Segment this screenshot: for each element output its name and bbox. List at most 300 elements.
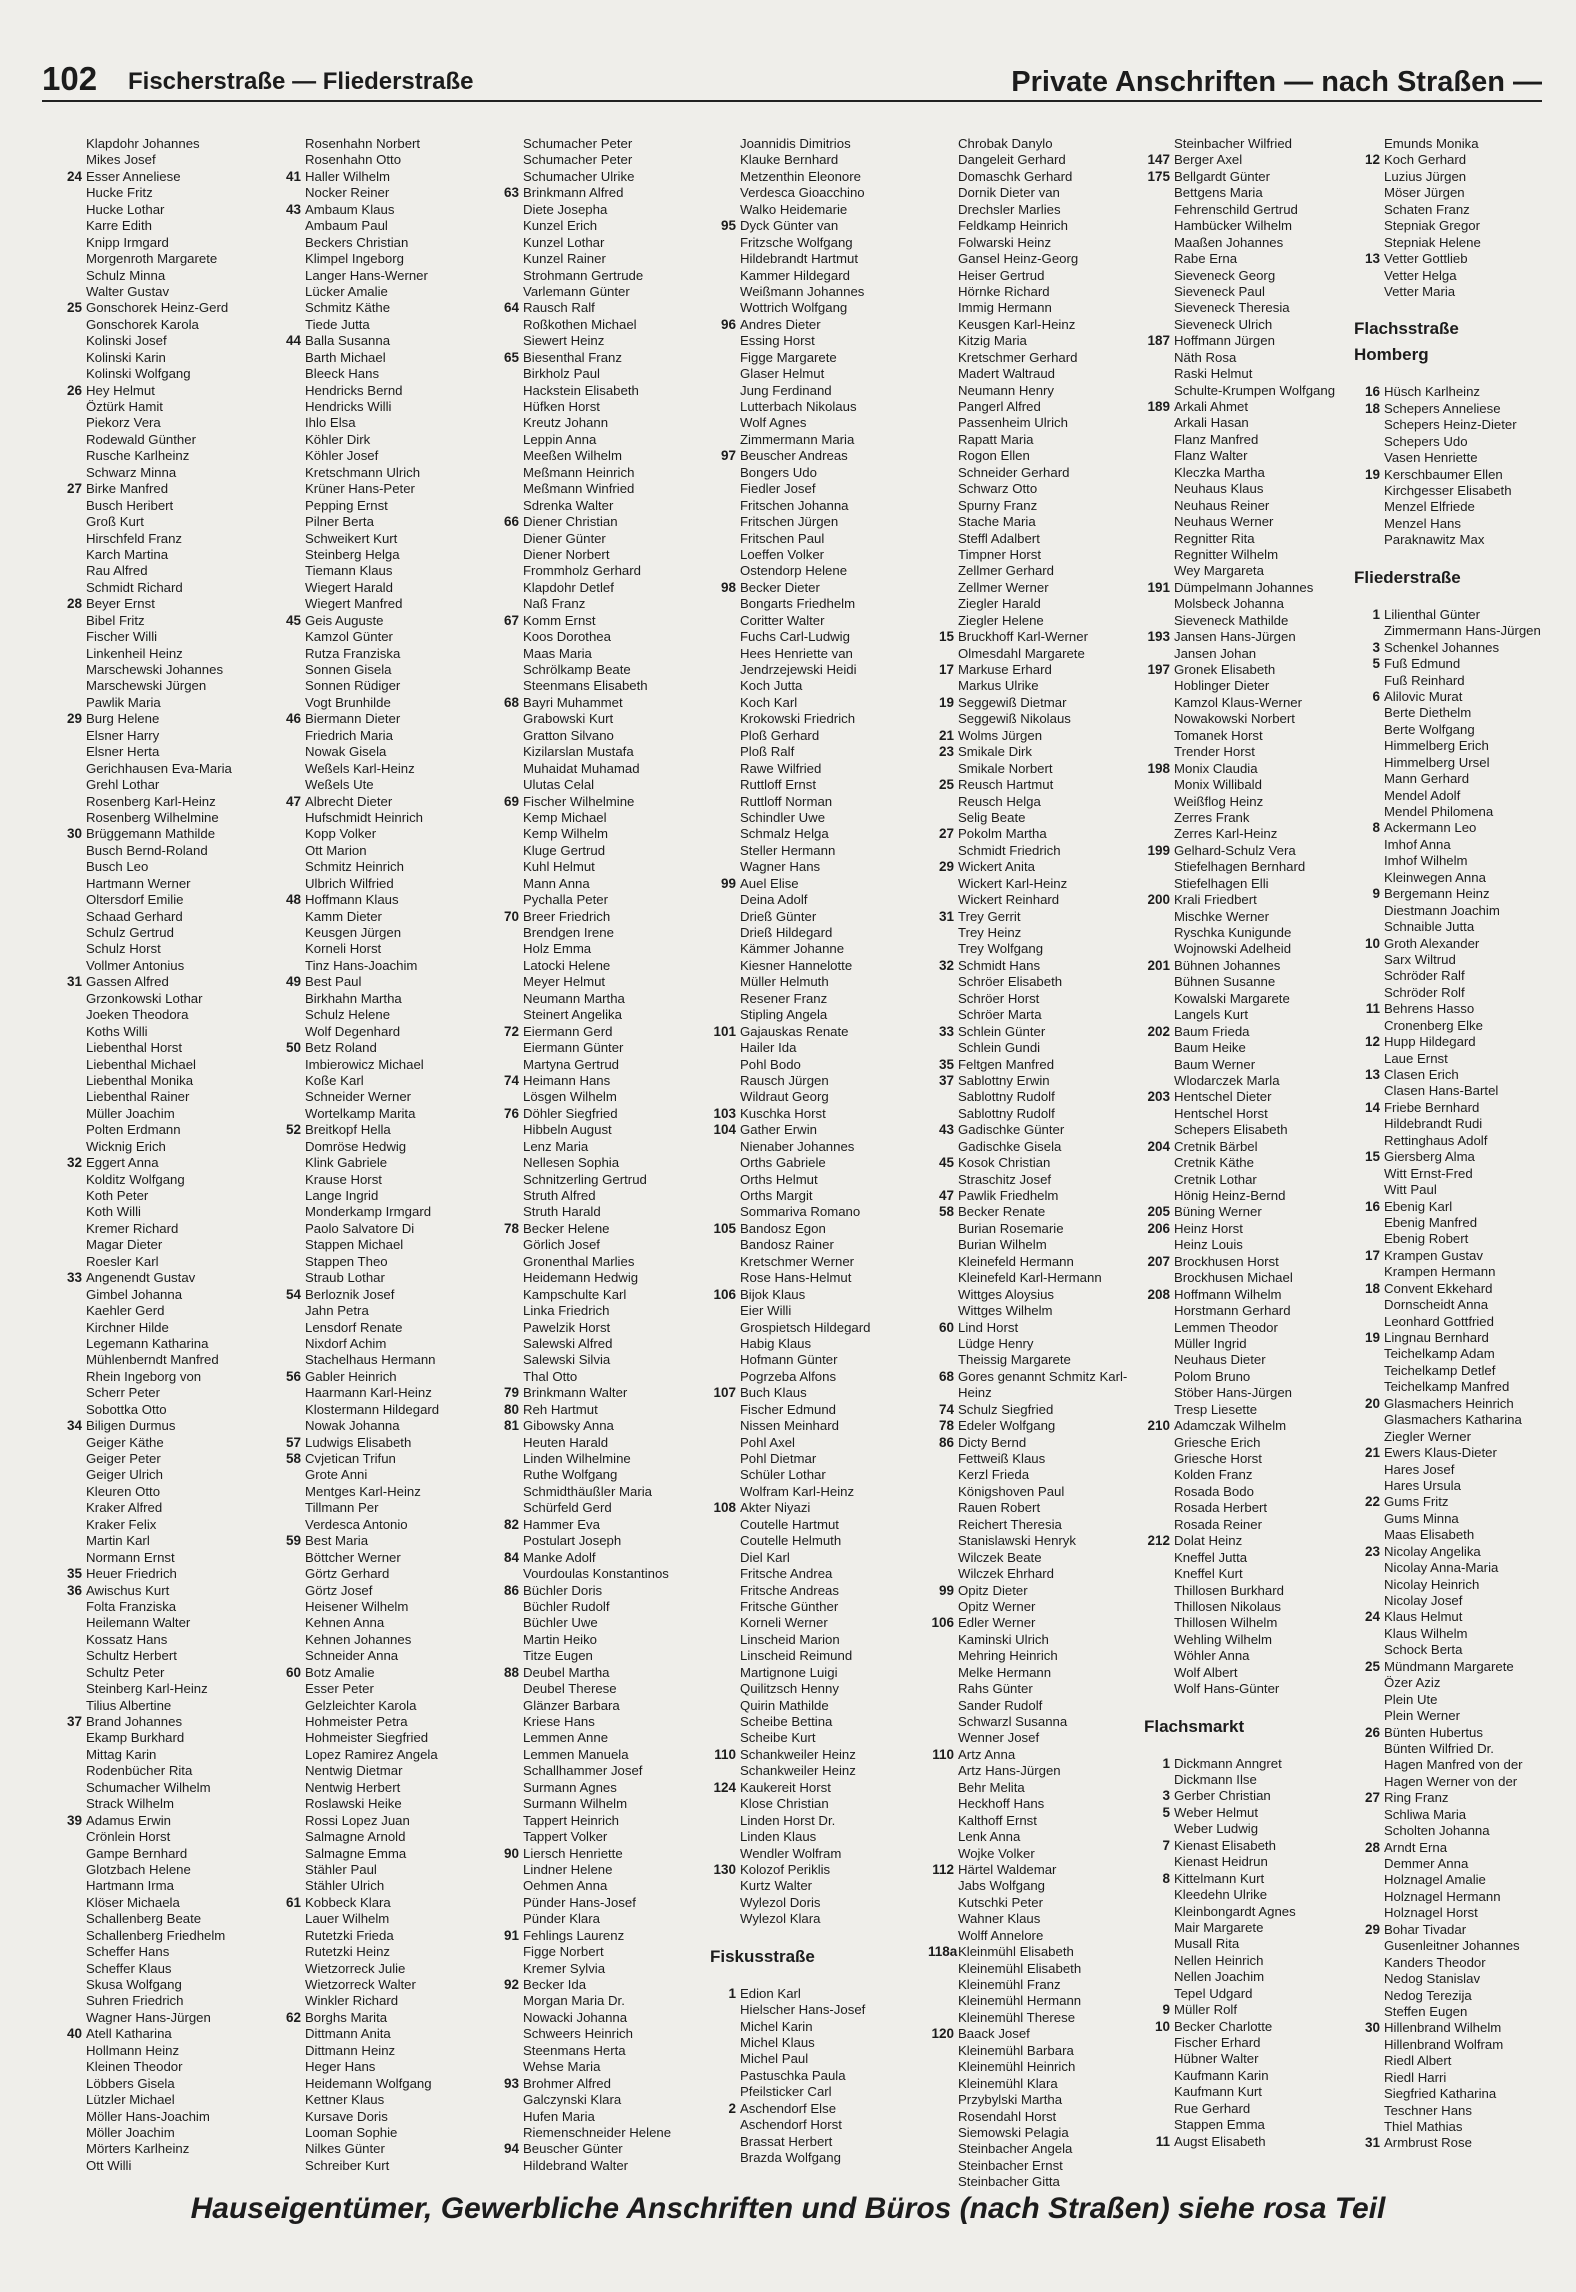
resident-name: Klöser Michaela (86, 1894, 180, 1910)
resident-entry (928, 1780, 1142, 1796)
resident-name: Steinbacher Angela (958, 2141, 1073, 2157)
house-number: 41 (285, 168, 301, 184)
resident-entry (493, 432, 707, 448)
resident-name: Kitzig Maria (958, 333, 1027, 349)
resident-name: Sablottny Rudolf (958, 1089, 1055, 1105)
resident-name: Diestmann Joachim (1384, 902, 1500, 918)
resident-entry (1354, 1462, 1568, 1478)
resident-name: Sobottka Otto (86, 1401, 167, 1417)
resident-entry (710, 646, 924, 662)
resident-entry (928, 2092, 1142, 2108)
resident-name: Sieveneck Georg (1174, 267, 1276, 283)
house-number: 24 (1364, 1609, 1380, 1625)
resident-name: Liebenthal Horst (86, 1040, 183, 1056)
resident-entry (275, 1451, 489, 1467)
resident-name: Gelzleichter Karola (305, 1697, 417, 1713)
resident-entry (275, 859, 489, 875)
resident-entry (493, 580, 707, 596)
resident-entry (493, 941, 707, 957)
resident-entry (56, 383, 270, 399)
resident-name: Thillosen Wilhelm (1174, 1615, 1278, 1631)
resident-entry (1354, 2020, 1568, 2036)
resident-name: Härtel Waldemar (958, 1861, 1057, 1877)
house-number: 15 (938, 629, 954, 645)
resident-name: Näth Rosa (1174, 349, 1237, 365)
resident-name: Keusgen Karl-Heinz (958, 316, 1076, 332)
resident-name: Kaufmann Kurt (1174, 2084, 1262, 2100)
resident-name: Langels Kurt (1174, 1007, 1249, 1023)
resident-name: Marschewski Johannes (86, 662, 224, 677)
resident-entry (1144, 1287, 1358, 1303)
house-number: 101 (713, 1023, 736, 1039)
resident-name: Pohl Dietmar (740, 1451, 817, 1466)
resident-entry (1144, 1254, 1358, 1270)
resident-name: Becker Ida (523, 1977, 587, 1992)
resident-entry (275, 1172, 489, 1188)
resident-name: Looman Sophie (305, 2124, 398, 2140)
resident-name: Chrobak Danylo (958, 136, 1053, 151)
resident-name: Reichert Theresia (958, 1516, 1062, 1532)
resident-name: Weber Ludwig (1174, 1821, 1259, 1837)
resident-name: Heidemann Hedwig (523, 1270, 639, 1286)
resident-name: Domaschk Gerhard (958, 168, 1073, 184)
resident-entry (928, 1320, 1142, 1336)
resident-entry (493, 1813, 707, 1829)
resident-entry (493, 1188, 707, 1204)
resident-entry (493, 2109, 707, 2125)
resident-entry (275, 1714, 489, 1730)
resident-name: Cretnik Bärbel (1174, 1138, 1258, 1154)
resident-name: Molsbeck Johanna (1174, 596, 1284, 612)
resident-name: Pychalla Peter (523, 892, 609, 908)
house-number: 147 (1147, 152, 1170, 168)
resident-entry (56, 1057, 270, 1073)
resident-name: Schlein Gundi (958, 1040, 1041, 1056)
resident-entry (56, 399, 270, 415)
resident-entry (1354, 1889, 1568, 1905)
resident-name: Linkenheil Heinz (86, 645, 183, 661)
resident-name: Kanders Theodor (1384, 1954, 1486, 1970)
resident-name: Hofmann Günter (740, 1352, 838, 1368)
resident-entry (928, 547, 1142, 563)
resident-entry (56, 1172, 270, 1188)
resident-name: Convent Ekkehard (1384, 1280, 1493, 1296)
spacer (1354, 368, 1568, 384)
resident-name: Bergemann Heinz (1384, 886, 1490, 902)
resident-name: Schröder Rolf (1384, 984, 1465, 1000)
resident-entry (928, 563, 1142, 579)
resident-name: Mann Gerhard (1384, 771, 1470, 787)
resident-entry (275, 826, 489, 842)
house-number: 86 (938, 1434, 954, 1450)
resident-name: Michel Klaus (740, 2035, 815, 2050)
resident-name: Deubel Therese (523, 1681, 617, 1697)
resident-entry (275, 1566, 489, 1582)
resident-name: Koth Peter (86, 1188, 149, 1203)
house-number: 175 (1147, 168, 1170, 184)
resident-name: Dickmann Ilse (1174, 1772, 1257, 1787)
resident-entry (1144, 1550, 1358, 1566)
resident-name: Neuhaus Klaus (1174, 481, 1264, 497)
resident-name: Burg Helene (86, 711, 160, 727)
resident-entry (275, 448, 489, 464)
resident-name: Beuscher Andreas (740, 448, 848, 464)
resident-entry (1144, 1615, 1358, 1631)
resident-name: Theissig Margarete (958, 1352, 1071, 1368)
resident-name: Wojnowski Adelheid (1174, 941, 1292, 957)
resident-name: Kizilarslan Mustafa (523, 744, 634, 760)
resident-name: Hoffmann Jürgen (1174, 333, 1275, 349)
resident-name: Ebenig Robert (1384, 1231, 1469, 1247)
resident-entry (928, 629, 1142, 645)
resident-entry (56, 1632, 270, 1648)
resident-entry (275, 1089, 489, 1105)
resident-entry (56, 1583, 270, 1599)
resident-entry (56, 678, 270, 694)
resident-entry (275, 941, 489, 957)
resident-entry (1144, 2035, 1358, 2051)
house-number: 8 (1162, 1870, 1170, 1886)
resident-entry (275, 876, 489, 892)
resident-entry (928, 711, 1142, 727)
resident-entry (275, 268, 489, 284)
resident-entry (1144, 629, 1358, 645)
resident-entry (1354, 401, 1568, 417)
resident-name: Thillosen Nikolaus (1174, 1598, 1282, 1614)
resident-name: Fuß Reinhard (1384, 672, 1465, 688)
resident-name: Ryschka Kunigunde (1174, 925, 1292, 940)
resident-name: Nicolay Josef (1384, 1593, 1463, 1608)
resident-entry (56, 695, 270, 711)
resident-entry (56, 235, 270, 251)
resident-name: Zellmer Werner (958, 579, 1049, 595)
resident-entry (56, 1303, 270, 1319)
resident-name: Smikale Dirk (958, 744, 1033, 760)
resident-entry (928, 1632, 1142, 1648)
resident-name: Friebe Bernhard (1384, 1099, 1480, 1115)
resident-entry (928, 695, 1142, 711)
resident-entry (1144, 300, 1358, 316)
resident-entry (928, 1944, 1142, 1960)
resident-name: Nicolay Anna-Maria (1384, 1560, 1499, 1576)
resident-entry (928, 1336, 1142, 1352)
resident-name: Stepniak Gregor (1384, 218, 1481, 234)
resident-entry (710, 1089, 924, 1105)
resident-entry (275, 794, 489, 810)
resident-name: Schumacher Wilhelm (86, 1779, 211, 1795)
resident-entry (1354, 1692, 1568, 1708)
resident-entry (1144, 185, 1358, 201)
resident-name: Neuhaus Werner (1174, 514, 1274, 530)
resident-entry (56, 2076, 270, 2092)
spacer (1354, 300, 1568, 316)
resident-name: Selig Beate (958, 809, 1026, 825)
resident-entry (710, 2051, 924, 2067)
resident-name: Schulz Minna (86, 267, 166, 283)
resident-name: Berte Diethelm (1384, 705, 1472, 721)
resident-name: Gadischke Günter (958, 1122, 1065, 1138)
resident-entry (275, 1024, 489, 1040)
resident-name: Gonschorek Karola (86, 316, 199, 332)
resident-entry (275, 366, 489, 382)
resident-name: Orths Gabriele (740, 1155, 826, 1171)
resident-name: Nentwig Herbert (305, 1779, 401, 1795)
resident-entry (710, 941, 924, 957)
resident-name: Kamzol Klaus-Werner (1174, 694, 1303, 710)
resident-entry (56, 744, 270, 760)
resident-name: Gusenleitner Johannes (1384, 1938, 1520, 1954)
resident-name: Naß Franz (523, 596, 586, 612)
resident-entry (710, 465, 924, 481)
resident-entry (56, 1484, 270, 1500)
house-number: 18 (1364, 400, 1380, 416)
resident-entry (1144, 1920, 1358, 1936)
resident-name: Vetter Helga (1384, 267, 1457, 283)
resident-entry (1354, 1494, 1568, 1510)
resident-entry (275, 383, 489, 399)
resident-entry (1354, 152, 1568, 168)
resident-name: Dittmann Heinz (305, 2042, 396, 2058)
resident-name: Trey Wolfgang (958, 941, 1044, 957)
resident-name: Nellen Joachim (1174, 1969, 1265, 1985)
house-number: 31 (66, 974, 82, 990)
resident-entry (56, 547, 270, 563)
resident-name: Hörnke Richard (958, 283, 1050, 299)
resident-entry (1144, 2019, 1358, 2035)
resident-entry (710, 1402, 924, 1418)
resident-entry (928, 399, 1142, 415)
resident-name: Resener Franz (740, 990, 828, 1006)
resident-entry (275, 1435, 489, 1451)
resident-name: Kretschmer Werner (740, 1253, 855, 1269)
resident-name: Rutetzki Frieda (305, 1927, 394, 1943)
house-number: 95 (720, 218, 736, 234)
resident-name: Rutetzki Heinz (305, 1944, 391, 1960)
resident-name: Tiede Jutta (305, 316, 370, 332)
resident-name: Hentschel Horst (1174, 1105, 1268, 1121)
resident-entry (710, 2002, 924, 2018)
resident-entry (56, 794, 270, 810)
house-number: 2 (728, 2100, 736, 2116)
resident-entry (1354, 705, 1568, 721)
resident-name: Wickert Anita (958, 859, 1035, 875)
house-number: 50 (285, 1040, 301, 1056)
resident-name: Dyck Günter van (740, 218, 839, 234)
house-number: 64 (503, 300, 519, 316)
resident-entry (928, 202, 1142, 218)
resident-name: Hoffmann Klaus (305, 892, 399, 908)
resident-entry (275, 1517, 489, 1533)
resident-entry (1354, 499, 1568, 515)
resident-name: Siemowski Pelagia (958, 2124, 1069, 2140)
resident-entry (56, 1336, 270, 1352)
resident-name: Sander Rudolf (958, 1697, 1043, 1713)
resident-entry (493, 268, 707, 284)
resident-name: Schmidt Hans (958, 957, 1041, 973)
resident-entry (928, 268, 1142, 284)
resident-name: Bohar Tivadar (1384, 1921, 1467, 1937)
resident-entry (56, 1024, 270, 1040)
resident-name: Armbrust Rose (1384, 2135, 1472, 2151)
resident-name: Struth Alfred (523, 1188, 596, 1203)
resident-name: Mehring Heinrich (958, 1648, 1058, 1664)
resident-name: Brazda Wolfgang (740, 2150, 841, 2166)
resident-name: Schallenberg Beate (86, 1911, 202, 1927)
resident-entry (493, 843, 707, 859)
resident-name: Kaukereit Horst (740, 1779, 831, 1795)
resident-entry (928, 1829, 1142, 1845)
resident-name: Ziegler Werner (1384, 1428, 1471, 1444)
resident-name: Beckers Christian (305, 234, 409, 250)
resident-entry (275, 1237, 489, 1253)
house-number: 58 (938, 1204, 954, 1220)
resident-name: Cretnik Käthe (1174, 1155, 1254, 1171)
resident-entry (56, 1204, 270, 1220)
resident-entry (275, 2059, 489, 2075)
resident-entry (928, 1615, 1142, 1631)
resident-entry (56, 1320, 270, 1336)
resident-entry (275, 974, 489, 990)
resident-name: Rau Alfred (86, 563, 148, 579)
resident-name: Diener Christian (523, 514, 618, 530)
resident-entry (56, 1566, 270, 1582)
resident-entry (1354, 1363, 1568, 1379)
house-number: 205 (1147, 1204, 1170, 1220)
resident-entry (275, 1500, 489, 1516)
house-number: 54 (285, 1286, 301, 1302)
house-number: 60 (285, 1664, 301, 1680)
resident-name: Thal Otto (523, 1368, 578, 1384)
resident-name: Luzius Jürgen (1384, 168, 1467, 184)
resident-name: Stipling Angela (740, 1007, 828, 1023)
resident-entry (1354, 1938, 1568, 1954)
resident-name: Hildebrandt Rudi (1384, 1116, 1483, 1132)
resident-entry (928, 1977, 1142, 1993)
resident-name: Habig Klaus (740, 1335, 812, 1351)
resident-name: Brand Johannes (86, 1714, 183, 1729)
resident-name: Glotzbach Helene (86, 1861, 191, 1877)
resident-name: Brüggemann Mathilde (86, 826, 216, 842)
resident-entry (1354, 1248, 1568, 1264)
resident-entry (928, 1254, 1142, 1270)
resident-entry (710, 843, 924, 859)
resident-name: Brassat Herbert (740, 2133, 833, 2149)
resident-entry (275, 1484, 489, 1500)
resident-name: Roslawski Heike (305, 1796, 402, 1812)
resident-name: Schulz Siegfried (958, 1401, 1054, 1417)
resident-entry (928, 892, 1142, 908)
resident-entry (710, 892, 924, 908)
resident-name: Wehse Maria (523, 2059, 601, 2075)
resident-entry (56, 1698, 270, 1714)
resident-name: Schröer Elisabeth (958, 974, 1063, 990)
resident-name: Deubel Martha (523, 1664, 610, 1680)
house-number: 16 (1364, 384, 1380, 400)
resident-name: Zerres Frank (1174, 809, 1250, 825)
resident-name: Ploß Ralf (740, 744, 795, 760)
resident-name: Sonnen Rüdiger (305, 678, 401, 694)
resident-entry (56, 1073, 270, 1089)
resident-name: Mair Margarete (1174, 1919, 1264, 1935)
resident-entry (275, 1303, 489, 1319)
resident-entry (1354, 2119, 1568, 2135)
resident-name: Marschewski Jürgen (86, 678, 207, 694)
resident-name: Riedl Harri (1384, 2069, 1447, 2085)
resident-name: Wiegert Harald (305, 579, 393, 595)
resident-entry (710, 1632, 924, 1648)
resident-name: Hagen Manfred von der (1384, 1757, 1523, 1773)
resident-entry (493, 333, 707, 349)
resident-entry (275, 2125, 489, 2141)
house-number: 23 (1364, 1543, 1380, 1559)
resident-name: Rahs Günter (958, 1681, 1033, 1697)
resident-entry (56, 251, 270, 267)
resident-name: Kuhl Helmut (523, 859, 595, 875)
house-number: 69 (503, 793, 519, 809)
resident-name: Nocker Reiner (305, 185, 390, 201)
house-number: 202 (1147, 1023, 1170, 1039)
resident-name: Schankweiler Heinz (740, 1763, 856, 1779)
resident-entry (928, 185, 1142, 201)
resident-name: Gimbel Johanna (86, 1286, 183, 1302)
resident-entry (56, 202, 270, 218)
resident-entry (493, 202, 707, 218)
resident-name: Wlodarczek Marla (1174, 1072, 1280, 1088)
resident-name: Hucke Lothar (86, 201, 165, 217)
resident-name: Kossatz Hans (86, 1631, 168, 1647)
resident-name: Ring Franz (1384, 1790, 1449, 1806)
resident-entry (275, 2109, 489, 2125)
resident-entry (493, 974, 707, 990)
resident-entry (710, 1878, 924, 1894)
resident-name: Wahner Klaus (958, 1911, 1041, 1927)
house-number: 45 (938, 1155, 954, 1171)
resident-entry (493, 1747, 707, 1763)
resident-name: Kopp Volker (305, 826, 377, 842)
resident-entry (493, 777, 707, 793)
resident-name: Reusch Hartmut (958, 777, 1054, 793)
resident-name: Wiegert Manfred (305, 596, 403, 612)
resident-entry (710, 1073, 924, 1089)
resident-name: Paolo Salvatore Di (305, 1220, 415, 1236)
resident-entry (928, 662, 1142, 678)
resident-entry (493, 1566, 707, 1582)
resident-entry (1354, 1741, 1568, 1757)
resident-name: Schreiber Kurt (305, 2157, 390, 2173)
resident-name: Schulz Horst (86, 941, 161, 957)
spacer (710, 1928, 924, 1944)
resident-name: Coritter Walter (740, 612, 825, 628)
resident-entry (1354, 886, 1568, 902)
resident-entry (493, 531, 707, 547)
resident-name: Wietzorreck Julie (305, 1960, 406, 1976)
resident-entry (710, 1204, 924, 1220)
house-number: 88 (503, 1664, 519, 1680)
resident-name: Pawlik Friedhelm (958, 1188, 1059, 1203)
resident-name: Schumacher Peter (523, 136, 633, 151)
resident-entry (56, 185, 270, 201)
resident-entry (1144, 563, 1358, 579)
resident-entry (56, 1928, 270, 1944)
resident-entry (928, 514, 1142, 530)
resident-name: Fischer Erhard (1174, 2035, 1261, 2050)
resident-name: Koths Willi (86, 1023, 148, 1039)
resident-name: Nissen Meinhard (740, 1418, 839, 1434)
resident-name: Bettgens Maria (1174, 185, 1263, 201)
resident-entry (56, 1615, 270, 1631)
resident-entry (710, 1155, 924, 1171)
resident-name: Schmidthäußler Maria (523, 1483, 652, 1499)
